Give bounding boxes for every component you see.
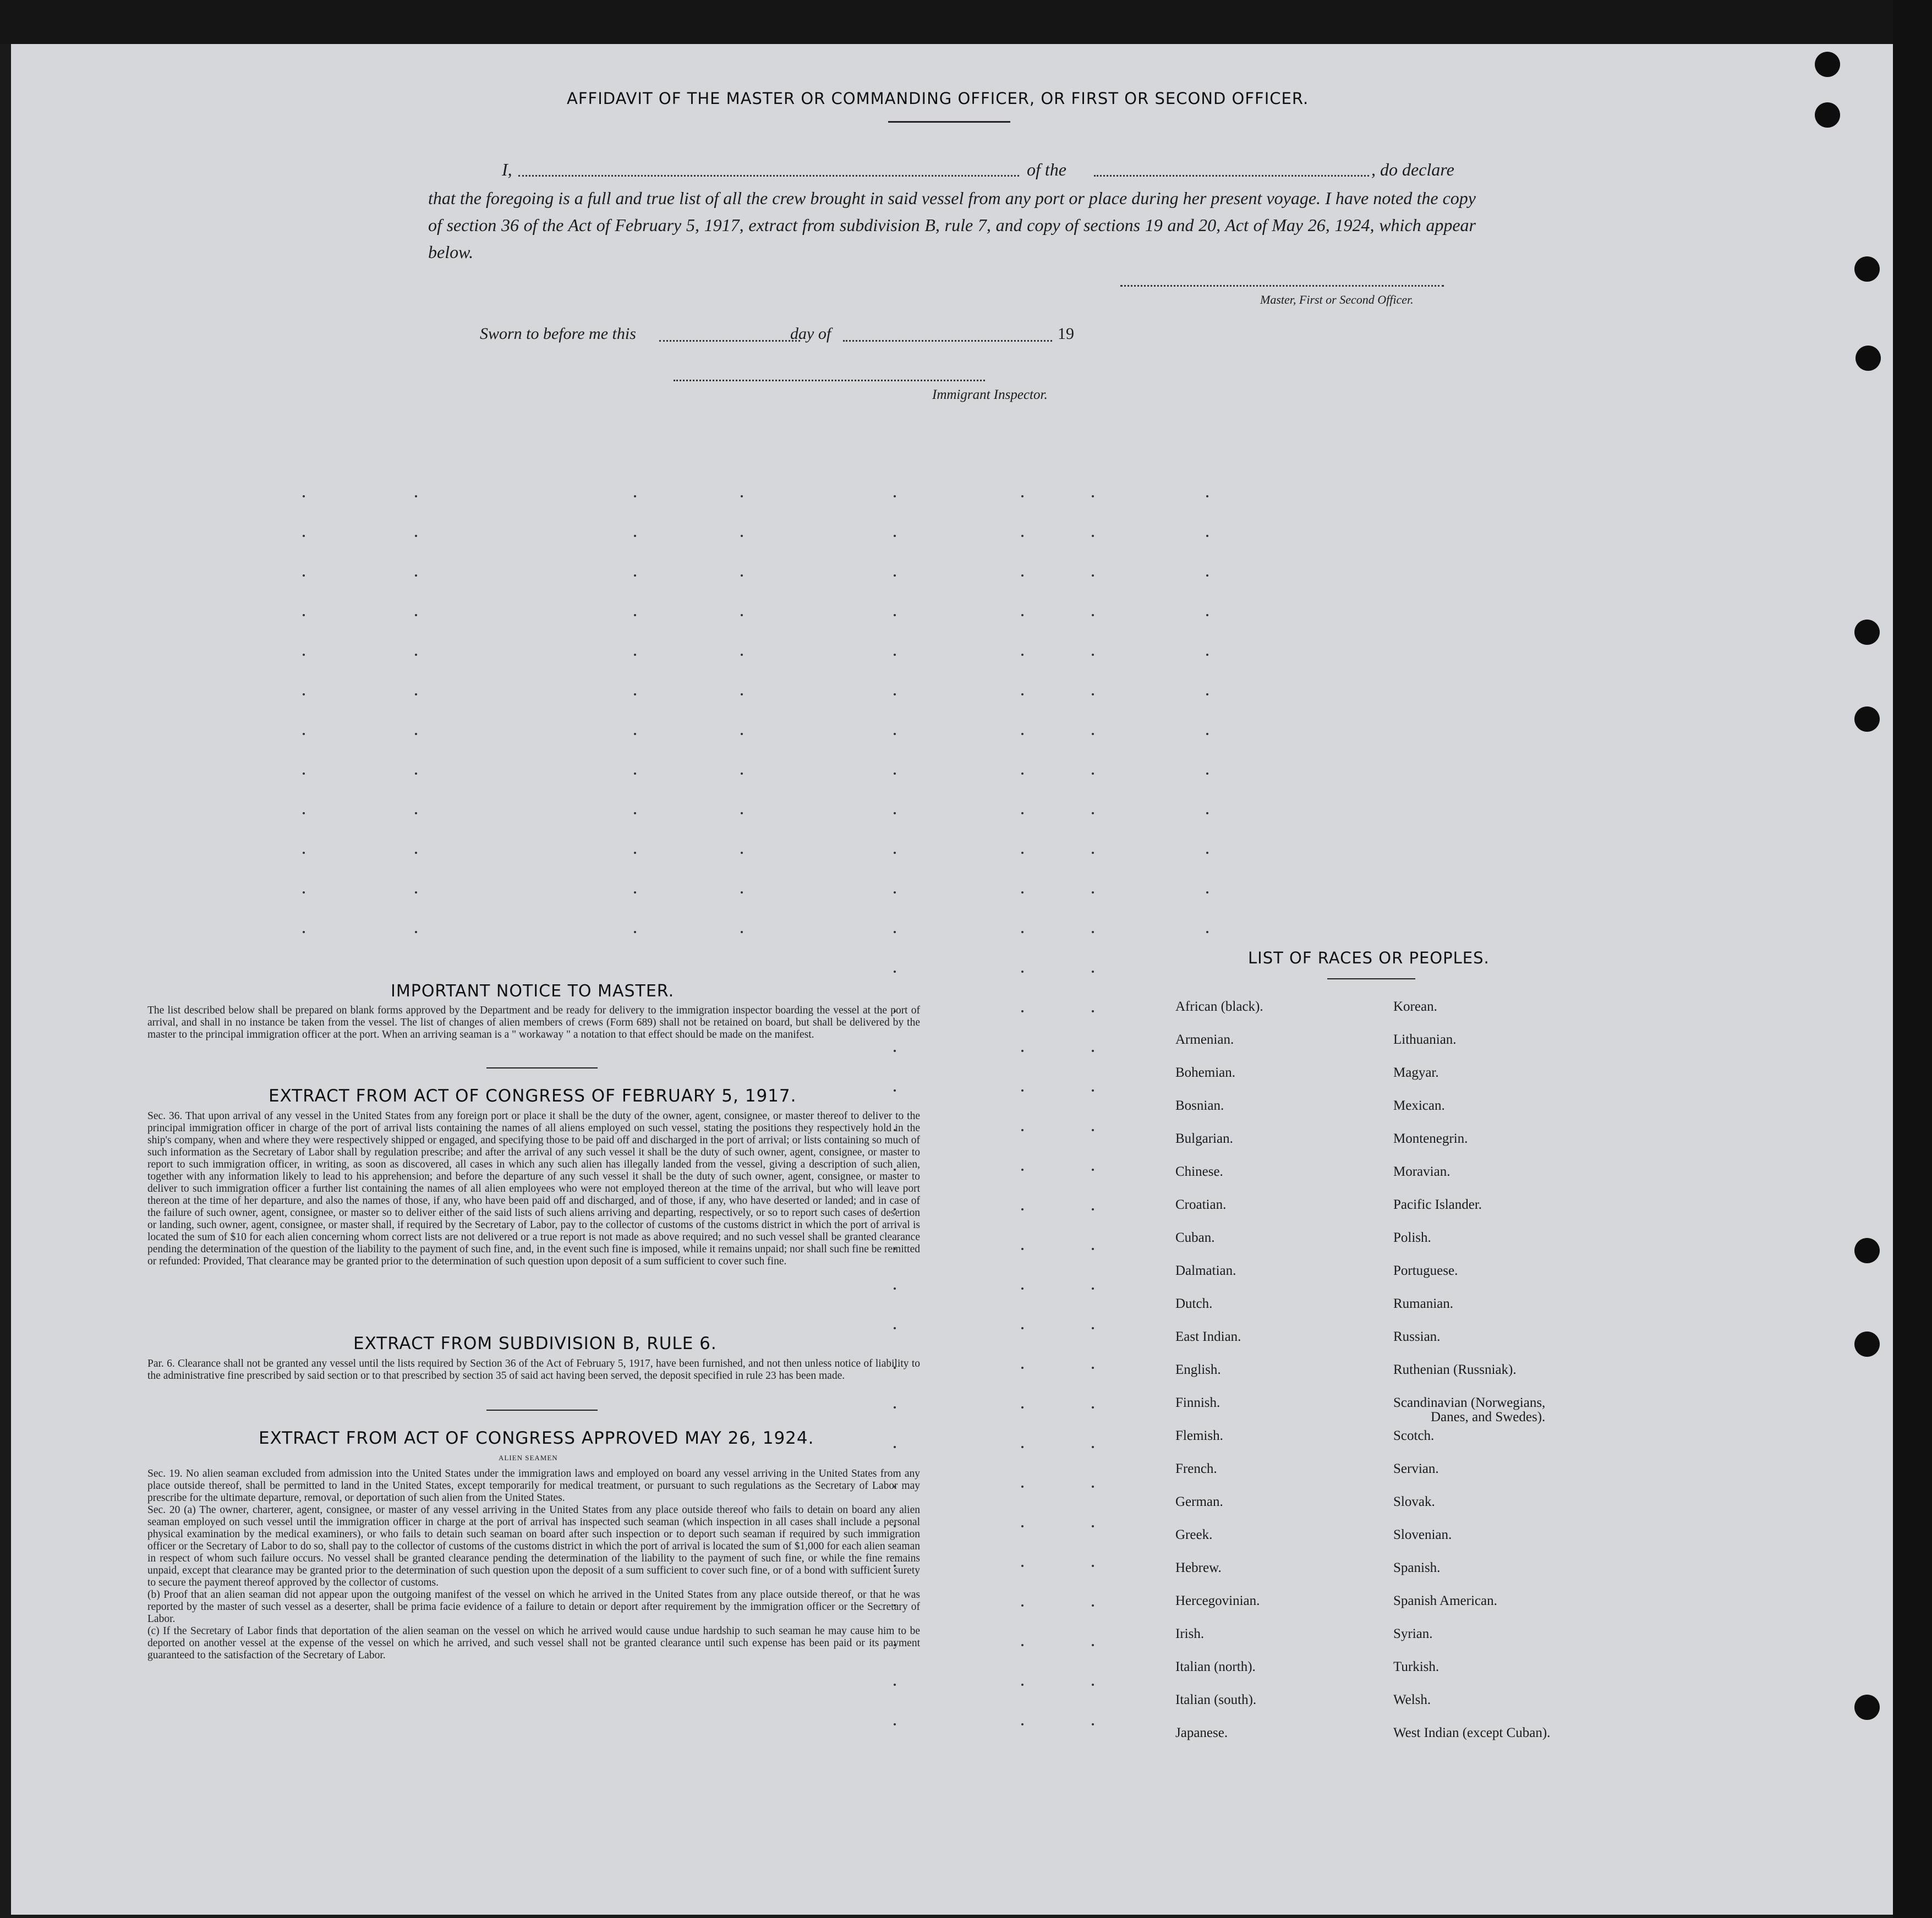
race-item: Polish.: [1393, 1230, 1431, 1245]
race-item: French.: [1175, 1461, 1217, 1476]
grid-dot: [1021, 1287, 1024, 1290]
grid-dot: [1021, 931, 1024, 933]
race-item: Finnish.: [1175, 1395, 1221, 1410]
grid-dot: [1021, 1010, 1024, 1012]
grid-dot: [1021, 1446, 1024, 1448]
race-item: Flemish.: [1175, 1428, 1223, 1443]
grid-dot: [1206, 812, 1208, 814]
grid-dot: [634, 574, 636, 577]
grid-dot: [1021, 693, 1024, 695]
race-item: Turkish.: [1393, 1659, 1440, 1674]
grid-dot: [741, 852, 743, 854]
scan-border-top: [0, 0, 1932, 44]
grid-dot: [1021, 1248, 1024, 1250]
grid-dot: [894, 1684, 896, 1686]
grid-dot: [1092, 1446, 1094, 1448]
grid-dot: [1021, 574, 1024, 577]
grid-dot: [1206, 852, 1208, 854]
grid-dot: [1021, 1486, 1024, 1488]
affidavit-of-the: of the: [1027, 160, 1066, 179]
race-item: East Indian.: [1175, 1329, 1241, 1344]
grid-dot: [741, 535, 743, 537]
grid-dot: [303, 495, 305, 497]
grid-dot: [303, 535, 305, 537]
sworn-day-blank[interactable]: [659, 340, 800, 342]
grid-dot: [1206, 535, 1208, 537]
grid-dot: [894, 1287, 896, 1290]
grid-dot: [1206, 891, 1208, 894]
race-item: Italian (north).: [1175, 1659, 1256, 1674]
race-item: Dalmatian.: [1175, 1263, 1236, 1278]
grid-dot: [1206, 931, 1208, 933]
race-item: Russian.: [1393, 1329, 1441, 1344]
grid-dot: [1092, 1486, 1094, 1488]
grid-dot: [634, 495, 636, 497]
grid-dot: [1092, 931, 1094, 933]
grid-dot: [1021, 1684, 1024, 1686]
punch-hole: [1854, 256, 1880, 282]
grid-dot: [303, 812, 305, 814]
race-item: Servian.: [1393, 1461, 1439, 1476]
grid-dot: [303, 574, 305, 577]
race-item: Bosnian.: [1175, 1098, 1224, 1113]
race-item: Rumanian.: [1393, 1296, 1454, 1311]
race-item: Danes, and Swedes).: [1431, 1410, 1546, 1424]
sworn-prefix: Sworn to before me this: [480, 325, 636, 343]
grid-dot: [1206, 733, 1208, 735]
race-item: Greek.: [1175, 1527, 1213, 1542]
inspector-signature-line[interactable]: [674, 380, 985, 381]
grid-dot: [415, 693, 417, 695]
grid-dot: [894, 654, 896, 656]
race-item: Slovak.: [1393, 1494, 1435, 1509]
sec20c-text: (c) If the Secretary of Labor finds that deportation of the alien seaman on the vessel on which he arrived would cause undue hardship to such seaman he may cause him to be deported on another vessel at the expense of the vessel on which he arrived, and such vessel shall not be granted clearance until such expense has been paid or its payment guaranteed to the satisfaction of the Secretary of Labor.: [147, 1625, 920, 1661]
grid-dot: [1021, 1050, 1024, 1052]
grid-dot: [1021, 891, 1024, 894]
grid-dot: [894, 614, 896, 616]
grid-dot: [634, 654, 636, 656]
grid-dot: [415, 535, 417, 537]
sec20b-text: (b) Proof that an alien seaman did not appear upon the outgoing manifest of the vessel on which he arrived in the United States from any place outside thereof, or that he was reported by the master of such vessel as a deserter, shall be prima facie evidence of a failure to detain or deport after requirement by the immigration officer or the Secretary of Labor.: [147, 1589, 920, 1625]
grid-dot: [1092, 1684, 1094, 1686]
grid-dot: [303, 852, 305, 854]
race-item: Lithuanian.: [1393, 1032, 1457, 1047]
grid-dot: [1021, 1129, 1024, 1131]
race-item: Mexican.: [1393, 1098, 1445, 1113]
grid-dot: [894, 1089, 896, 1092]
affidavit-i: I,: [502, 160, 512, 179]
punch-hole: [1854, 620, 1880, 645]
grid-dot: [1092, 1010, 1094, 1012]
notice-text: The list described below shall be prepared on blank forms approved by the Department and be ready for delivery to the immigration inspector boarding the vessel at the port of arrival, and shall in no instance be taken from the vessel. The list of changes of alien members of crews (Form 689) shall not be retained on board, but shall be delivered by the master to the principal immigration officer at the port. When an arriving seaman is a " workaway " a notation to that effect should be made on the manifest.: [147, 1005, 920, 1040]
grid-dot: [1092, 1367, 1094, 1369]
grid-dot: [303, 693, 305, 695]
race-item: Slovenian.: [1393, 1527, 1452, 1542]
race-item: Bulgarian.: [1175, 1131, 1233, 1146]
grid-dot: [1092, 1604, 1094, 1607]
grid-dot: [1092, 1644, 1094, 1646]
race-item: Hebrew.: [1175, 1560, 1222, 1575]
name-blank-line[interactable]: [518, 175, 1019, 177]
grid-dot: [894, 931, 896, 933]
grid-dot: [741, 574, 743, 577]
punch-hole: [1856, 346, 1881, 371]
race-item: English.: [1175, 1362, 1221, 1377]
grid-dot: [415, 654, 417, 656]
grid-dot: [415, 574, 417, 577]
notice-title: IMPORTANT NOTICE TO MASTER.: [391, 982, 675, 1001]
grid-dot: [415, 614, 417, 616]
sec20a-text: Sec. 20 (a) The owner, charterer, agent, consignee, or master of any vessel arriving in the United States from any place outside thereof who fails to detain on board any alien seaman employed on such vessel until the immigration officer in charge at the port of arrival has inspected such seaman (which inspection in all cases shall include a personal physical examination by the medical examiners), or who fails to detain such seaman on board after such inspection or to deport such seaman if required by such immigration officer or the Secretary of Labor to do so, shall pay to the collector of customs of the customs district in which the port of arrival is located the sum of $1,000 for each alien seaman in respect of whom such failure occurs. No vessel shall be granted clearance pending the determination of the liability to the payment of such fine, or while the fine remains unpaid, except that clearance may be granted prior to the determination of such question upon the deposit of a sum sufficient to cover such fine, or of a bond with sufficient surety to secure the payment thereof approved by the collector of customs.: [147, 1504, 920, 1588]
affidavit-title-rule: [888, 121, 1010, 123]
grid-dot: [1021, 1367, 1024, 1369]
grid-dot: [415, 852, 417, 854]
race-item: Chinese.: [1175, 1164, 1223, 1179]
alien-seamen-subtitle: ALIEN SEAMEN: [499, 1454, 558, 1462]
grid-dot: [1206, 693, 1208, 695]
race-item: Japanese.: [1175, 1725, 1228, 1740]
grid-dot: [303, 931, 305, 933]
rule6-title: EXTRACT FROM SUBDIVISION B, RULE 6.: [353, 1334, 717, 1353]
grid-dot: [894, 812, 896, 814]
grid-dot: [1206, 614, 1208, 616]
grid-dot: [1021, 1565, 1024, 1567]
affidavit-title: AFFIDAVIT OF THE MASTER OR COMMANDING OFFICER, OR FIRST OR SECOND OFFICER.: [567, 89, 1309, 108]
grid-dot: [415, 931, 417, 933]
grid-dot: [1021, 614, 1024, 616]
grid-dot: [1092, 971, 1094, 973]
sworn-day-of: day of: [790, 325, 831, 343]
grid-dot: [415, 495, 417, 497]
grid-dot: [1092, 852, 1094, 854]
punch-hole: [1815, 52, 1840, 77]
notice-rule: [486, 1067, 598, 1068]
grid-dot: [1021, 1644, 1024, 1646]
grid-dot: [894, 891, 896, 894]
grid-dot: [1092, 654, 1094, 656]
rule6-rule: [486, 1410, 598, 1411]
race-item: West Indian (except Cuban).: [1393, 1725, 1551, 1740]
master-signature-line[interactable]: [1120, 285, 1444, 287]
punch-hole: [1854, 1238, 1880, 1263]
race-item: Hercegovinian.: [1175, 1593, 1260, 1608]
sworn-year: 19: [1058, 325, 1074, 343]
grid-dot: [1021, 1169, 1024, 1171]
race-item: Welsh.: [1393, 1692, 1431, 1707]
grid-dot: [1092, 772, 1094, 775]
extract-1924-title: EXTRACT FROM ACT OF CONGRESS APPROVED MAY 26, 1924.: [259, 1428, 814, 1448]
grid-dot: [1021, 1604, 1024, 1607]
grid-dot: [1092, 1565, 1094, 1567]
grid-dot: [634, 614, 636, 616]
grid-dot: [894, 1406, 896, 1409]
grid-dot: [634, 772, 636, 775]
race-item: Moravian.: [1393, 1164, 1451, 1179]
race-item: Scandinavian (Norwegians,: [1393, 1395, 1546, 1410]
punch-hole: [1815, 102, 1840, 128]
grid-dot: [415, 733, 417, 735]
race-item: Bohemian.: [1175, 1065, 1236, 1080]
grid-dot: [634, 891, 636, 894]
grid-dot: [1092, 1208, 1094, 1210]
grid-dot: [415, 891, 417, 894]
races-title-rule: [1327, 978, 1415, 979]
vessel-blank-line[interactable]: [1094, 175, 1369, 177]
grid-dot: [1206, 654, 1208, 656]
race-item: Magyar.: [1393, 1065, 1439, 1080]
grid-dot: [634, 852, 636, 854]
grid-dot: [1092, 693, 1094, 695]
grid-dot: [1021, 1723, 1024, 1725]
race-item: Cuban.: [1175, 1230, 1215, 1245]
race-item: Portuguese.: [1393, 1263, 1458, 1278]
grid-dot: [1092, 1248, 1094, 1250]
affidavit-declare: , do declare: [1371, 160, 1454, 179]
grid-dot: [894, 1327, 896, 1329]
grid-dot: [894, 772, 896, 775]
grid-dot: [1021, 535, 1024, 537]
grid-dot: [1206, 574, 1208, 577]
grid-dot: [303, 733, 305, 735]
race-item: Croatian.: [1175, 1197, 1227, 1212]
sworn-month-blank[interactable]: [843, 340, 1052, 342]
grid-dot: [1021, 495, 1024, 497]
grid-dot: [1092, 733, 1094, 735]
grid-dot: [894, 1050, 896, 1052]
grid-dot: [634, 812, 636, 814]
grid-dot: [741, 693, 743, 695]
race-item: Spanish.: [1393, 1560, 1441, 1575]
grid-dot: [1021, 971, 1024, 973]
race-item: Italian (south).: [1175, 1692, 1257, 1707]
race-item: Syrian.: [1393, 1626, 1433, 1641]
grid-dot: [894, 852, 896, 854]
grid-dot: [741, 891, 743, 894]
inspector-caption: Immigrant Inspector.: [932, 387, 1048, 402]
rule6-text: Par. 6. Clearance shall not be granted any vessel until the lists required by Section 36 of the Act of February 5, 1917, have been furnished, and not then unless notice of liability to the administrative fine prescribed by said section or to that prescribed by section 35 of said act having been served, the deposit specified in rule 23 has been made.: [147, 1358, 920, 1382]
grid-dot: [415, 812, 417, 814]
grid-dot: [303, 654, 305, 656]
grid-dot: [741, 733, 743, 735]
punch-hole: [1854, 1331, 1880, 1357]
grid-dot: [894, 693, 896, 695]
grid-dot: [894, 971, 896, 973]
extract-1917-title: EXTRACT FROM ACT OF CONGRESS OF FEBRUARY 5, 1917.: [269, 1086, 797, 1106]
race-item: Spanish American.: [1393, 1593, 1497, 1608]
grid-dot: [1092, 1169, 1094, 1171]
grid-dot: [1092, 1050, 1094, 1052]
grid-dot: [1092, 1327, 1094, 1329]
grid-dot: [1021, 1406, 1024, 1409]
grid-dot: [1021, 1525, 1024, 1527]
grid-dot: [894, 1723, 896, 1725]
grid-dot: [634, 931, 636, 933]
grid-dot: [1021, 812, 1024, 814]
grid-dot: [894, 535, 896, 537]
punch-hole: [1854, 1695, 1880, 1720]
extract-1924-text: [147, 1468, 920, 1662]
grid-dot: [1021, 1327, 1024, 1329]
grid-dot: [1206, 495, 1208, 497]
grid-dot: [1092, 1406, 1094, 1409]
grid-dot: [1092, 535, 1094, 537]
grid-dot: [1092, 891, 1094, 894]
grid-dot: [415, 772, 417, 775]
grid-dot: [1206, 772, 1208, 775]
grid-dot: [741, 614, 743, 616]
race-item: German.: [1175, 1494, 1223, 1509]
extract-1917-text: Sec. 36. That upon arrival of any vessel in the United States from any foreign port or place it shall be the duty of the owner, agent, consignee, or master thereof to deliver to the principal immigration officer in charge of the port of arrival lists containing the names of all aliens employed on such vessel, stating the positions they respectively hold in the ship's company, when and where they were respectively shipped or engaged, and specifying those to be paid off and discharged in the port of arrival; or lists containing so much of such information as the Secretary of Labor shall by regulation prescribe; and after the arrival of any such vessel it shall be the duty of such owner, agent, consignee, or master to report to such immigration officer, in writing, as soon as discovered, all cases in which any such alien has illegally landed from the vessel, giving a description of such alien, together with any information likely to lead to his apprehension; and before the departure of any such vessel it shall be the duty of such owner, agent, consignee, or master to deliver to such immigration officer a further list containing the names of all alien employees who were not employed thereon at the time of the arrival, but who will leave port thereon at the time of her departure, and also the names of those, if any, who have been paid off and discharged, and of those, if any, who have deserted or landed; and in case of the failure of such owner, agent, consignee, or master so to deliver either of the said lists of such aliens arriving and departing, respectively, or so to report such cases of desertion or landing, such owner, agent, consignee, or master shall, if required by the Secretary of Labor, pay to the collector of customs of the customs district in which the port of arrival is located the sum of $10 for each alien concerning whom correct lists are not delivered or a true report is not made as above required; and no such vessel shall be granted clearance pending the determination of the question of the liability to the payment of such fine, and, in the event such fine is imposed, while it remains unpaid; nor shall such fine be remitted or refunded: Provided, That clearance may be granted prior to the determination of such question upon deposit of a sum sufficient to cover such fine.: [147, 1110, 920, 1267]
race-item: Armenian.: [1175, 1032, 1234, 1047]
race-item: Korean.: [1393, 999, 1437, 1014]
grid-dot: [634, 693, 636, 695]
grid-dot: [1092, 1525, 1094, 1527]
grid-dot: [1092, 1089, 1094, 1092]
sec19-text: Sec. 19. No alien seaman excluded from admission into the United States under the immigration laws and employed on board any vessel arriving in the United States from any place outside thereof, shall be permitted to land in the United States, except temporarily for medical treatment, or pursuant to such regulations as the Secretary of Labor may prescribe for the ultimate departure, removal, or deportation of such alien from the United States.: [147, 1468, 920, 1504]
grid-dot: [1092, 574, 1094, 577]
grid-dot: [1021, 733, 1024, 735]
scan-border-right: [1893, 0, 1932, 1918]
race-item: African (black).: [1175, 999, 1263, 1014]
race-item: Pacific Islander.: [1393, 1197, 1482, 1212]
grid-dot: [741, 772, 743, 775]
race-item: Dutch.: [1175, 1296, 1213, 1311]
grid-dot: [1021, 1208, 1024, 1210]
grid-dot: [1021, 654, 1024, 656]
grid-dot: [1021, 852, 1024, 854]
grid-dot: [303, 772, 305, 775]
grid-dot: [303, 614, 305, 616]
grid-dot: [741, 654, 743, 656]
grid-dot: [1021, 1089, 1024, 1092]
grid-dot: [634, 733, 636, 735]
grid-dot: [1092, 614, 1094, 616]
race-item: Irish.: [1175, 1626, 1205, 1641]
document-page: [11, 44, 1893, 1915]
grid-dot: [894, 1446, 896, 1448]
race-item: Scotch.: [1393, 1428, 1435, 1443]
grid-dot: [1092, 1129, 1094, 1131]
punch-hole: [1854, 706, 1880, 732]
grid-dot: [894, 574, 896, 577]
races-title: LIST OF RACES OR PEOPLES.: [1248, 949, 1490, 967]
grid-dot: [634, 535, 636, 537]
master-caption: Master, First or Second Officer.: [1260, 293, 1414, 306]
grid-dot: [741, 812, 743, 814]
race-item: Montenegrin.: [1393, 1131, 1468, 1146]
grid-dot: [741, 931, 743, 933]
grid-dot: [1092, 1287, 1094, 1290]
grid-dot: [303, 891, 305, 894]
grid-dot: [1092, 812, 1094, 814]
grid-dot: [1092, 495, 1094, 497]
grid-dot: [1092, 1723, 1094, 1725]
grid-dot: [1021, 772, 1024, 775]
grid-dot: [894, 733, 896, 735]
affidavit-body: that the foregoing is a full and true list of all the crew brought in said vessel from any port or place during her present voyage. I have noted the copy of section 36 of the Act of February 5, 1917, extract from subdivision B, rule 7, and copy of sections 19 and 20, Act of May 26, 1924, which appear below.: [428, 188, 1476, 262]
grid-dot: [894, 495, 896, 497]
grid-dot: [741, 495, 743, 497]
race-item: Ruthenian (Russniak).: [1393, 1362, 1517, 1377]
